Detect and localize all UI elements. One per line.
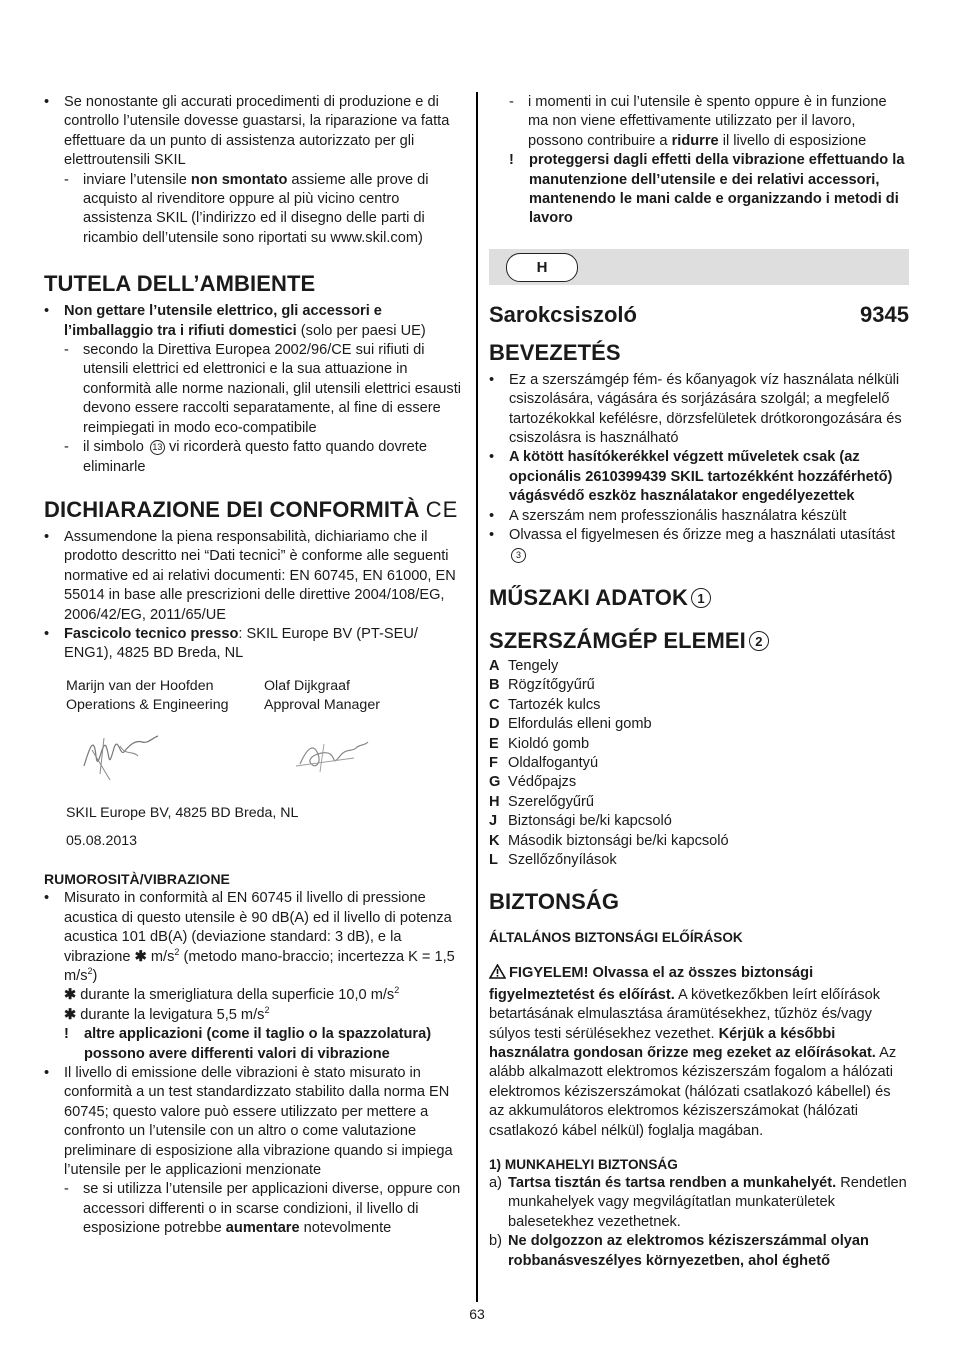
language-bar: [489, 249, 909, 285]
list-item: ! proteggersi dagli effetti della vibrazione effettuando la manutenzione dell’utensile e dei relativi accessori, mantenendo le mani calde e organizzando i metodi di lavoro: [509, 152, 905, 227]
part-item: [489, 812, 909, 831]
reference-number: 2: [749, 631, 769, 651]
part-item: [489, 696, 909, 715]
right-column: [489, 93, 909, 1271]
list-item: ! altre applicazioni (come il taglio o la spazzolatura) possono avere differenti valori di vibrazione: [64, 1026, 432, 1062]
section-title-conformity: DICHIARAZIONE DEI CONFORMITÀ CE: [44, 496, 459, 522]
signatories: [66, 677, 462, 716]
part-item: [489, 676, 909, 695]
list-item: b) Ne dolgozzon az elektromos kéziszerszámmal olyan robbanásveszélyes környezetben, ahol éghető: [489, 1233, 869, 1269]
list-item: • Assumendone la piena responsabilità, dichiariamo che il prodotto descritto nei “Dati tecnici” è conforme alle seguenti normative ed ai relativi documenti: EN 60745, EN 61000, EN 55014 in base alle prescrizioni delle direttive 2004/108/EG, 2006/42/EG, 2011/65/UE: [44, 528, 456, 623]
model-number: 9345: [860, 301, 909, 327]
signatory-role: Approval Manager: [264, 697, 380, 714]
column-divider: [476, 92, 478, 1302]
part-letter: H: [489, 793, 500, 810]
list-item: • Il livello di emissione delle vibrazioni è stato misurato in conformità a un test standardizzato stabilito dalla norma EN 60745; questo valore può essere utilizzato per mettere a confronto un l’utensile con un altro o come valutazione preliminare di esposizione alla vibrazione quando si impiega l’utensile per le applicazioni menzionate: [44, 1065, 453, 1179]
list-item: - i momenti in cui l’utensile è spento oppure è in funzione ma non viene effettivamente utilizzato per il lavoro, possono contribuire a ridurre il livello di esposizione: [509, 94, 887, 149]
part-label: Rögzítőgyűrű: [508, 677, 595, 694]
part-item: [489, 832, 909, 851]
asterisk-icon: ✱: [134, 948, 147, 965]
asterisk-icon: ✱: [64, 987, 77, 1004]
list-item: • A kötött hasítókerékkel végzett műveletek csak (az opcionális 2610399439 SKIL tartozékként hozzáférhető) vágásvédő eszköz használatakor engedélyezettek: [489, 449, 893, 505]
part-letter: G: [489, 774, 501, 791]
list-item: • Ez a szerszámgép fém- és kőanyagok víz használata nélküli csiszolására, vágására és sorjázására szolgál; a megfelelő tartozékokkal kefélésre, dörzsfelületek drótkorongozására és csiszolásra is használható: [489, 371, 902, 447]
section-title-general-safety: ÁLTALÁNOS BIZTONSÁGI ELŐÍRÁSOK: [489, 930, 743, 946]
part-label: Biztonsági be/ki kapcsoló: [508, 813, 672, 830]
warning-icon: [489, 964, 506, 985]
product-title: Sarokcsiszoló 9345: [489, 301, 909, 327]
ce-mark-icon: CE: [425, 496, 459, 522]
part-letter: C: [489, 696, 500, 713]
list-item: - se si utilizza l’utensile per applicazioni diverse, oppure con accessori differenti o in scarse condizioni, il livello di esposizione potrebbe aumentare notevolmente: [64, 1181, 461, 1237]
list-item: ✱ durante la levigatura 5,5 $m/s^2$: [64, 1004, 270, 1023]
part-label: Elfordulás elleni gomb: [508, 716, 652, 733]
document-date: 05.08.2013: [66, 832, 138, 849]
list-item: - inviare l’utensile non smontato assieme alle prove di acquisto al rivenditore oppure al più vicino centro assistenza SKIL (l’indirizzo ed il disegno delle parti di ricambio dell’utensile sono riportati su www.skil.com): [64, 171, 429, 246]
part-letter: K: [489, 832, 500, 849]
signature-image: [294, 736, 374, 776]
asterisk-icon: ✱: [64, 1006, 77, 1023]
signatory-name: Olaf Dijkgraaf: [264, 677, 350, 694]
signature-image: [80, 726, 160, 786]
list-item: • Se nonostante gli accurati procedimenti di produzione e di controllo l’utensile dovesse guastarsi, la riparazione va fatta effettuare da un punto di assistenza autorizzato per gli elettroutensili SKIL: [44, 94, 450, 169]
reference-number: 1: [691, 588, 711, 608]
list-item: - il simbolo 13 vi ricorderà questo fatto quando dovrete eliminarle: [64, 439, 427, 475]
part-letter: J: [489, 813, 498, 830]
part-item: [489, 793, 909, 812]
part-label: Kioldó gomb: [508, 735, 590, 752]
part-letter: F: [489, 754, 498, 771]
part-letter: E: [489, 735, 499, 752]
part-letter: A: [489, 657, 500, 674]
part-label: Tartozék kulcs: [508, 696, 601, 713]
list-item: • Non gettare l’utensile elettrico, gli accessori e l’imballaggio tra i rifiuti domestici (solo per paesi UE): [44, 303, 426, 339]
part-label: Második biztonsági be/ki kapcsoló: [508, 832, 729, 849]
part-letter: L: [489, 851, 498, 868]
company-address: SKIL Europe BV, 4825 BD Breda, NL: [66, 804, 299, 821]
part-label: Szerelőgyűrű: [508, 793, 594, 810]
list-item: • Fascicolo tecnico presso: SKIL Europe BV (PT-SEU/ ENG1), 4825 BD Breda, NL: [44, 625, 418, 662]
part-item: [489, 773, 909, 792]
page-number: 63: [469, 1306, 485, 1322]
signatures: [66, 716, 462, 796]
section-title-safety: BIZTONSÁG: [489, 889, 620, 915]
part-item: [489, 754, 909, 773]
part-label: Védőpajzs: [508, 774, 577, 791]
left-column: [44, 93, 462, 1239]
part-letter: B: [489, 677, 500, 694]
part-letter: D: [489, 716, 500, 733]
part-item: [489, 735, 909, 754]
language-badge: H: [506, 253, 578, 282]
part-item: [489, 851, 909, 870]
part-label: Tengely: [508, 657, 559, 674]
section-title-parts: SZERSZÁMGÉP ELEMEI 2: [489, 628, 909, 654]
warning-paragraph: FIGYELEM! Olvassa el az összes biztonsági figyelmeztetést és előírást. A következőkben leírt előírások betartásának elmulasztása áramütésekhez, tűzhöz és/vagy súlyos testi sérülésekhez vezethet. Kérjük a későbbi használatra gondosan őrizze meg ezeket az előírásokat. Az alább alkalmazott elektromos kéziszerszám fogalom a hálózati elektromos kéziszerszámokat (hálózati csatlakozó kábellel) és az akkumulátoros elektromos kéziszerszámokat (hálózati csatlakozó kábel nélkül) foglalja magában.: [489, 965, 897, 1139]
section-title-work-area: 1) MUNKAHELYI BIZTONSÁG: [489, 1157, 678, 1173]
signatory-name: Marijn van der Hoofden: [66, 677, 214, 694]
part-item: [489, 715, 909, 734]
list-item: • A szerszám nem professzionális használatra készült: [489, 507, 847, 524]
section-title-environment: TUTELA DELL’AMBIENTE: [44, 271, 316, 297]
list-item: ✱ durante la smerigliatura della superficie 10,0 $m/s^2$: [64, 985, 400, 1004]
list-item: • Olvassa el figyelmesen és őrizze meg a használati utasítást 3: [489, 526, 909, 565]
reference-number: 13: [150, 440, 165, 455]
part-item: [489, 657, 909, 676]
parts-list: [489, 657, 909, 870]
part-label: Szellőzőnyílások: [508, 851, 617, 868]
list-item: - secondo la Direttiva Europea 2002/96/CE sui rifiuti di utensili elettrici ed elettronici e la sua attuazione in conformità alle norme nazionali, glil utensili elettrici esausti devono essere raccolti separatamente, al fine di essere reimpiegati in modo eco-compatibile: [64, 342, 461, 436]
signatory-role: Operations & Engineering: [66, 697, 229, 714]
section-title-noise: RUMOROSITÀ/VIBRAZIONE: [44, 871, 230, 888]
section-title-intro: BEVEZETÉS: [489, 339, 621, 365]
part-label: Oldalfogantyú: [508, 754, 599, 771]
section-title-tech-data: MŰSZAKI ADATOK 1: [489, 585, 909, 611]
list-item: • Misurato in conformità al EN 60745 il livello di pressione acustica di questo utensile è 90 dB(A) ed il livello di potenza acustica 101 dB(A) (deviazione standard: 3 dB), e la vibrazione ✱ $m/s^2$ (metodo mano-braccio; incertezza K = 1,5 $m/s^2$): [44, 890, 455, 984]
reference-number: 3: [511, 548, 526, 563]
list-item: a) Tartsa tisztán és tartsa rendben a munkahelyét. Rendetlen munkahelyek vagy megvilágítatlan munkaterületek balesetekhez vezethetnek.: [489, 1175, 907, 1230]
